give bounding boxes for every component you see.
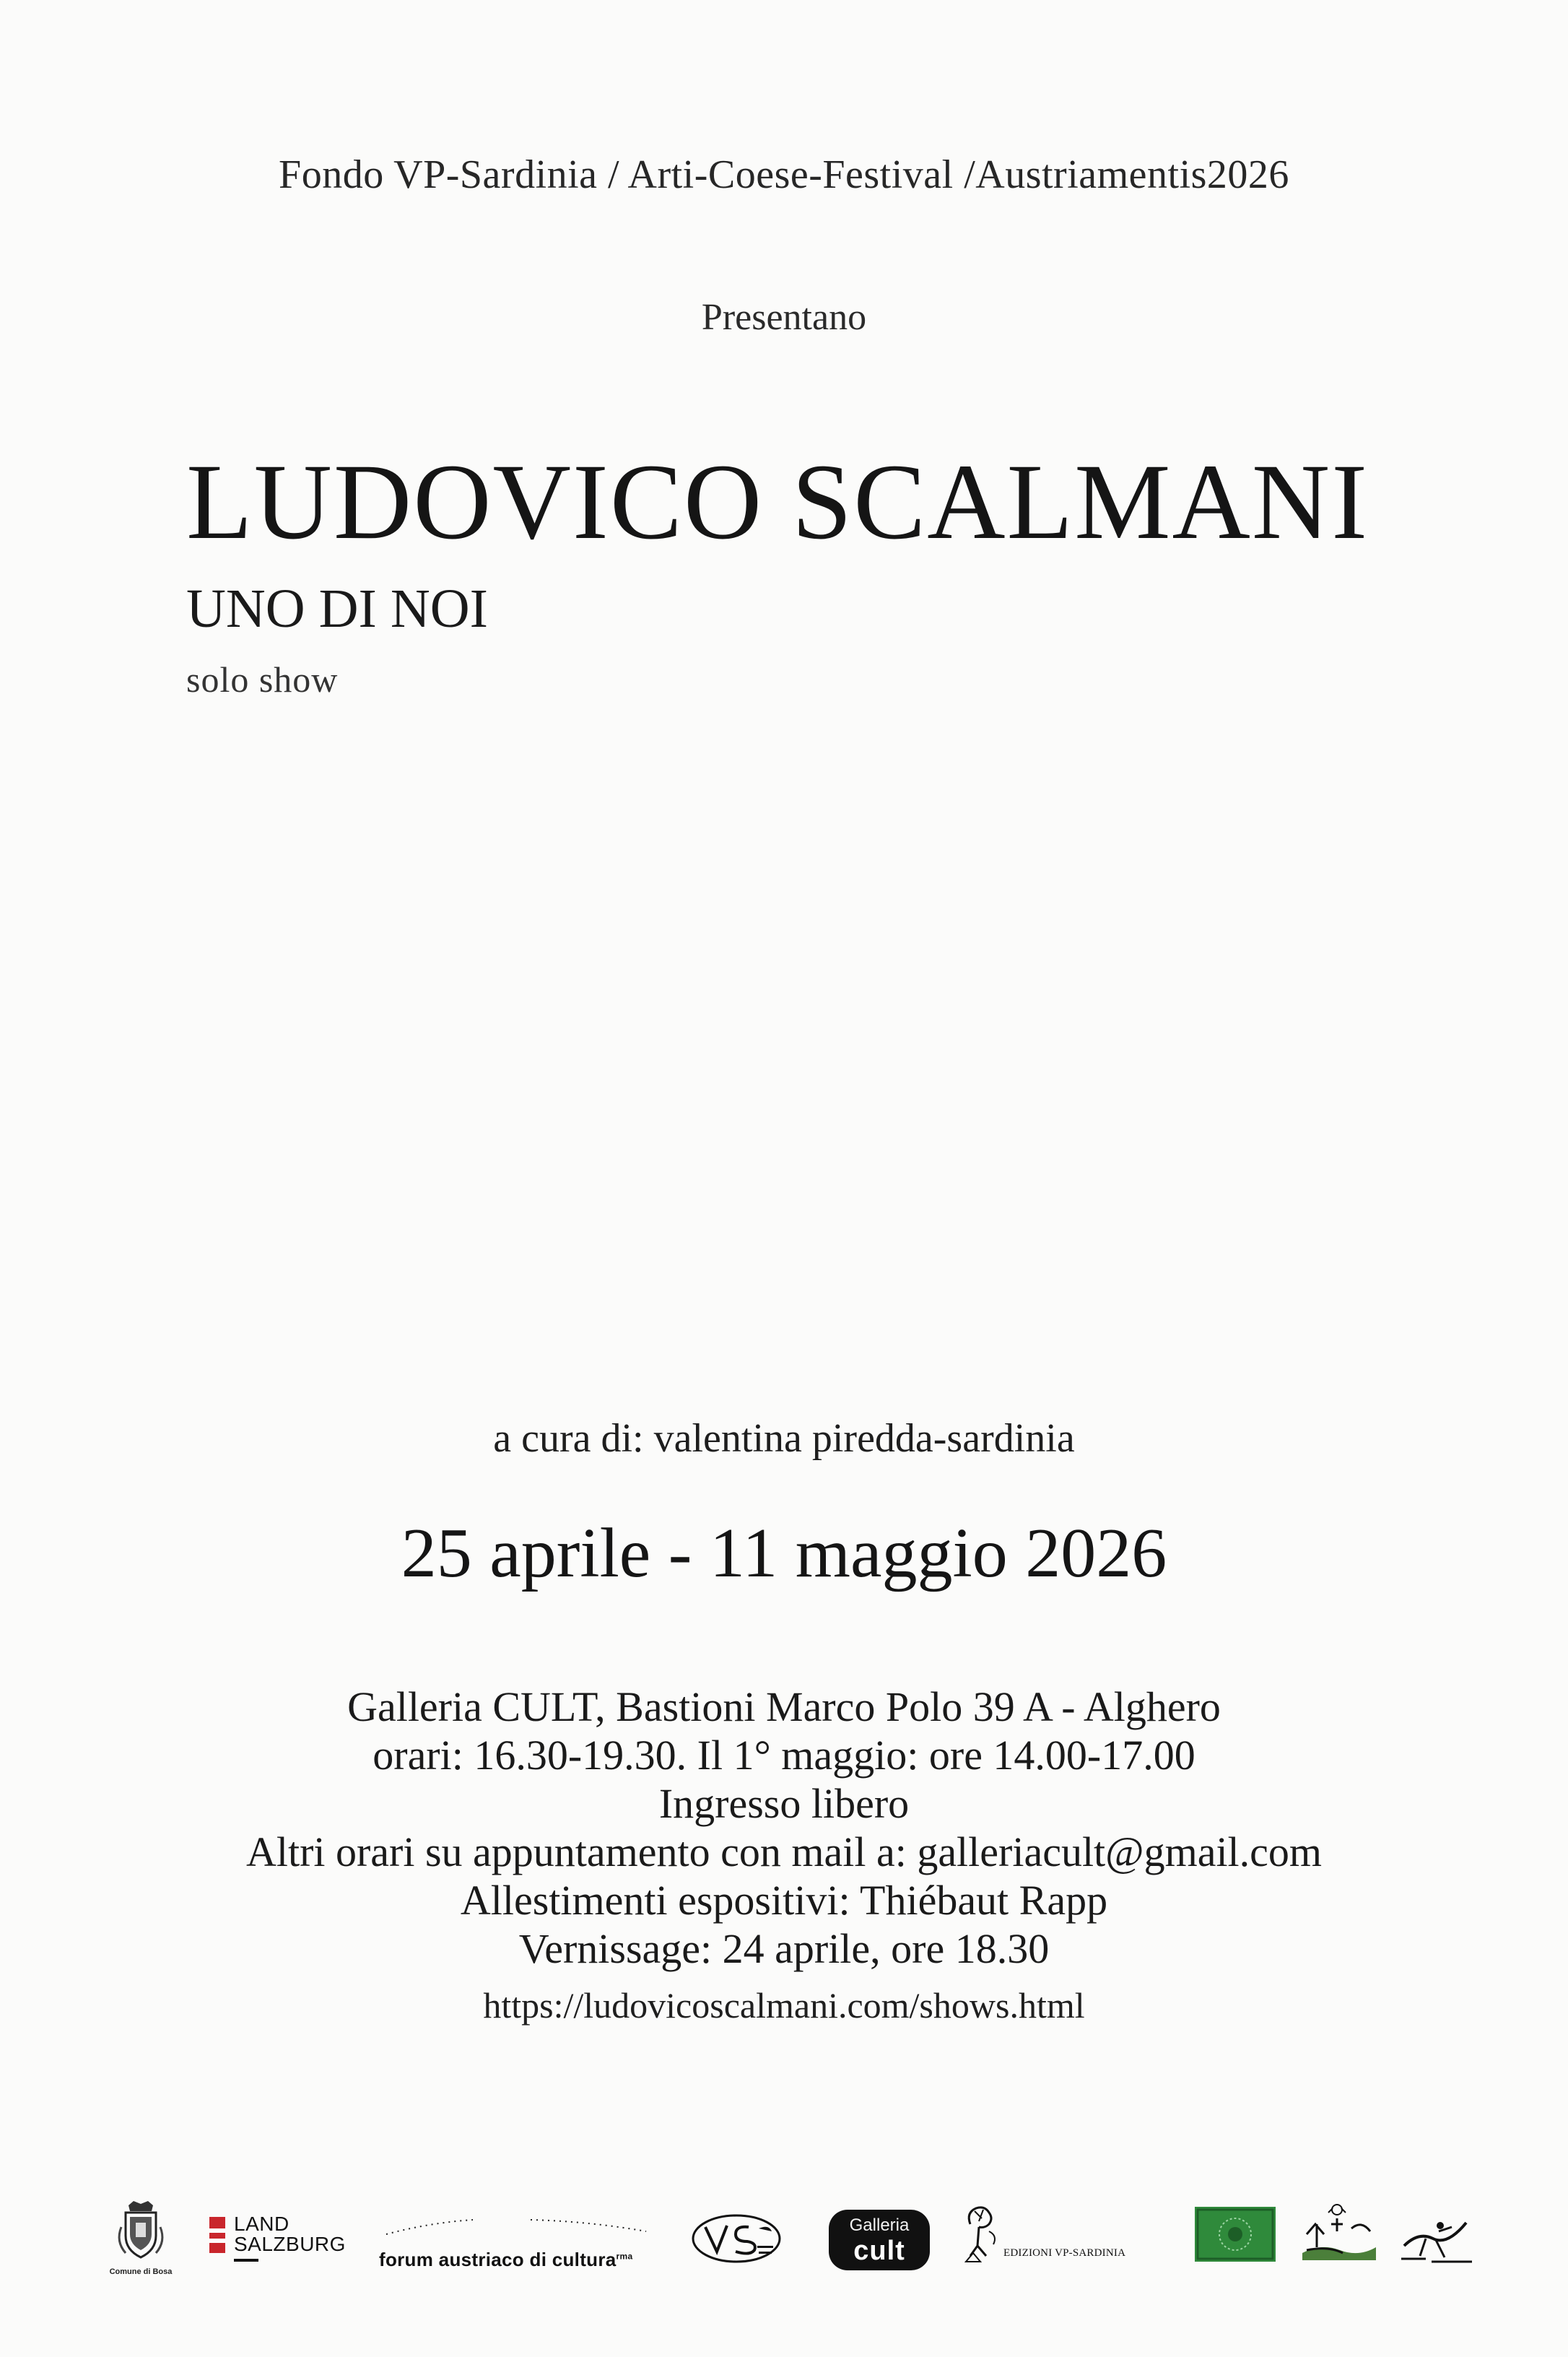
edizioni-wordmark: EDIZIONI VP-SARDINIA — [1003, 2247, 1126, 2259]
flag-mark-icon — [209, 2217, 225, 2253]
comune-logo — [101, 2198, 180, 2278]
curator-line: a cura di: valentina piredda-sardinia — [493, 1416, 1075, 1461]
presenting-label: Presentano — [701, 297, 867, 338]
salzburg-line-2: SALZBURG — [234, 2233, 346, 2255]
organizers-line: Fondo VP-Sardinia / Arti-Coese-Festival /Austriamentis2026 — [279, 152, 1289, 197]
figures-drawing-icon — [1299, 2202, 1379, 2267]
dancer-drawing-icon — [1397, 2210, 1476, 2267]
galleria-cult-logo — [829, 2210, 930, 2270]
exhibition-dates: 25 aprile - 11 maggio 2026 — [401, 1514, 1167, 1592]
opening-hours: orari: 16.30-19.30. Il 1° maggio: ore 14.00-17.00 — [373, 1732, 1195, 1779]
website-link[interactable]: https://ludovicoscalmani.com/shows.html — [483, 1985, 1085, 2026]
green-emblem-logo — [1195, 2207, 1276, 2262]
appointment-info: Altri orari su appuntamento con mail a: galleriacult@gmail.com — [245, 1828, 1323, 1875]
vernissage-info: Vernissage: 24 aprile, ore 18.30 — [518, 1925, 1050, 1972]
vs-logo — [689, 2210, 783, 2267]
forum-austriaco-logo — [379, 2213, 668, 2270]
entry-info: Ingresso libero — [658, 1780, 910, 1827]
cult-label: cult — [853, 2236, 905, 2266]
dancer-logo — [1397, 2210, 1476, 2267]
salzburg-wordmark — [234, 2214, 346, 2254]
comune-label: Comune di Bosa — [109, 2267, 173, 2276]
artist-name: LUDOVICO SCALMANI — [186, 442, 1369, 562]
salzburg-line-1: LAND — [234, 2213, 289, 2235]
galleria-label: Galleria — [849, 2215, 910, 2235]
venue-address: Galleria CULT, Bastioni Marco Polo 39 A - Alghero — [347, 1683, 1221, 1730]
coat-of-arms-icon — [101, 2198, 180, 2267]
galleria-cult-badge — [829, 2210, 930, 2270]
figures-logo — [1299, 2202, 1379, 2267]
edizioni-vp-sardinia-logo — [960, 2202, 1148, 2275]
forum-wordmark: forum austriaco di cultura$^{rma}$ — [379, 2249, 633, 2270]
show-subtitle: solo show — [186, 659, 339, 700]
sponsor-logos — [0, 2181, 1568, 2289]
vs-monogram-icon — [689, 2210, 783, 2267]
forum-dots-icon — [379, 2215, 668, 2237]
setup-credit: Allestimenti espositivi: Thiébaut Rapp — [460, 1877, 1108, 1924]
show-title: UNO DI NOI — [186, 578, 488, 639]
green-emblem-icon — [1195, 2207, 1276, 2262]
land-salzburg-logo — [209, 2213, 361, 2263]
salzburg-underline — [234, 2259, 258, 2262]
